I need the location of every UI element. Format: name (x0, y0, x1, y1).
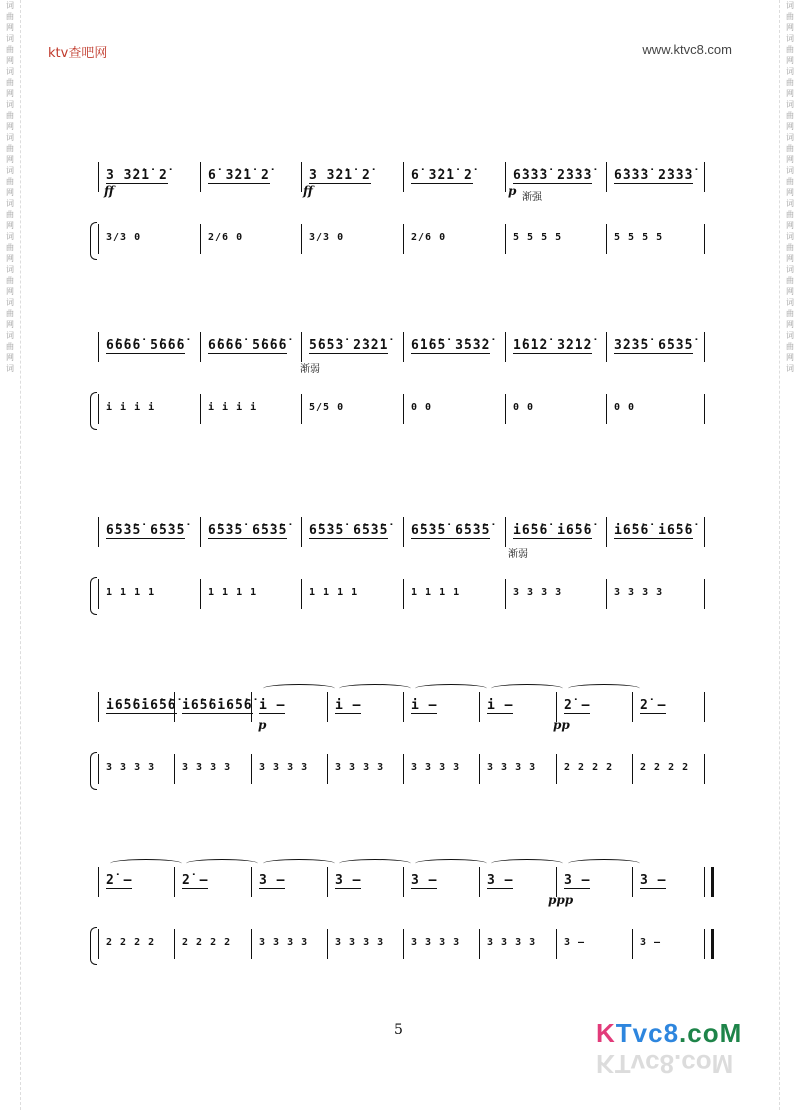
barline (479, 692, 480, 722)
barline (98, 929, 99, 959)
barline (505, 579, 506, 609)
edge-watermark-glyph: 曲 (786, 111, 794, 120)
barline (606, 162, 607, 192)
upper-measure-notes: 6̇5̇3̇5̇ 6̇5̇3̇5̇ (106, 523, 186, 538)
barline (632, 692, 633, 722)
tie-arc (339, 684, 411, 693)
barline (327, 867, 328, 897)
upper-measure-notes: 6̇5̇3̇5̇ 6̇5̇3̇5̇ (411, 523, 491, 538)
edge-watermark-glyph: 网 (6, 221, 14, 230)
upper-measure-notes: i – (411, 698, 438, 713)
edge-watermark-glyph: 词 (786, 100, 794, 109)
lower-measure-notes: 3/3 0 (309, 232, 345, 243)
edge-watermark-glyph: 网 (786, 320, 794, 329)
edge-watermark-glyph: 网 (786, 155, 794, 164)
site-logo (596, 1018, 742, 1049)
edge-watermark-glyph: 曲 (6, 276, 14, 285)
upper-measure-notes: 3 – (640, 873, 667, 888)
barline (200, 579, 201, 609)
barline (505, 394, 506, 424)
lower-measure-notes: 3 3 3 3 (411, 937, 461, 948)
edge-watermark-glyph: 词 (786, 34, 794, 43)
barline (98, 754, 99, 784)
lower-measure-notes: 3 3 3 3 (614, 587, 664, 598)
upper-measure-notes: 3 – (487, 873, 514, 888)
lower-measure-notes: i i i i (106, 402, 156, 413)
upper-measure-notes: 6̇1̇6̇5̇ 3̇5̇3̇2̇ (411, 338, 491, 353)
lower-staff-brace (90, 577, 97, 615)
edge-watermark-glyph: 词 (786, 331, 794, 340)
barline (704, 692, 705, 722)
lower-measure-notes: 2/6 0 (411, 232, 447, 243)
edge-watermark-glyph: 词 (6, 265, 14, 274)
final-barline (704, 867, 714, 897)
lower-measure-notes: 1 1 1 1 (208, 587, 258, 598)
edge-watermark-glyph: 词 (786, 133, 794, 142)
upper-measure-notes: i – (335, 698, 362, 713)
edge-watermark-glyph: 曲 (786, 45, 794, 54)
barline (505, 517, 506, 547)
lower-measure-notes: 3 3 3 3 (411, 762, 461, 773)
edge-watermark-glyph: 网 (6, 155, 14, 164)
barline (200, 394, 201, 424)
edge-watermark-glyph: 词 (6, 166, 14, 175)
upper-measure-notes: 6̇6̇6̇6̇ 5̇6̇6̇6̇ (106, 338, 186, 353)
barline (403, 929, 404, 959)
tie-arc (415, 684, 487, 693)
upper-measure-notes: 2̇ – (564, 698, 591, 713)
edge-watermark-glyph: 词 (786, 199, 794, 208)
edge-watermark-glyph: 网 (6, 287, 14, 296)
barline (505, 332, 506, 362)
logo-part-com: .coM (679, 1018, 743, 1048)
edge-watermark-glyph: 曲 (786, 342, 794, 351)
barline (632, 867, 633, 897)
dynamic-marking: pp (553, 718, 570, 732)
edge-watermark-glyph: 曲 (786, 12, 794, 21)
barline (301, 394, 302, 424)
barline (251, 692, 252, 722)
barline (251, 754, 252, 784)
lower-measure-notes: 5/5 0 (309, 402, 345, 413)
barline (174, 692, 175, 722)
barline (251, 929, 252, 959)
barline (98, 517, 99, 547)
upper-measure-notes: 3 3̇2̇1̇ 2̇ (106, 168, 168, 183)
barline (174, 929, 175, 959)
upper-measure-notes: 3 3̇2̇1̇ 2̇ (309, 168, 371, 183)
edge-watermark-glyph: 曲 (6, 309, 14, 318)
tie-arc (491, 859, 563, 868)
lower-measure-notes: 2 2 2 2 (564, 762, 614, 773)
lower-measure-notes: 3 3 3 3 (182, 762, 232, 773)
dynamic-marking: ff (104, 184, 114, 198)
expression-text: 渐弱 (300, 364, 320, 375)
edge-watermark-glyph: 网 (786, 89, 794, 98)
lower-staff-brace (90, 752, 97, 790)
barline (505, 224, 506, 254)
barline (200, 224, 201, 254)
lower-measure-notes: 5 5 5 5 (513, 232, 563, 243)
barline (403, 394, 404, 424)
barline (403, 224, 404, 254)
tie-arc (568, 684, 640, 693)
tie-arc (263, 859, 335, 868)
lower-measure-notes: 2 2 2 2 (106, 937, 156, 948)
edge-watermark-glyph: 曲 (786, 210, 794, 219)
barline (301, 517, 302, 547)
lower-measure-notes: 3 3 3 3 (487, 937, 537, 948)
lower-measure-notes: 3/3 0 (106, 232, 142, 243)
edge-watermark-glyph: 词 (6, 34, 14, 43)
barline (403, 754, 404, 784)
lower-measure-notes: 3 3 3 3 (106, 762, 156, 773)
dynamic-marking: p (258, 718, 267, 732)
upper-staff-row (98, 690, 708, 726)
edge-watermark-glyph: 词 (6, 364, 14, 373)
upper-measure-notes: i6̇5̇6̇ i6̇5̇6̇ (513, 523, 593, 538)
lower-measure-notes: 3 3 3 3 (259, 937, 309, 948)
edge-watermark-glyph: 网 (6, 23, 14, 32)
barline (704, 162, 705, 192)
edge-watermark-glyph: 曲 (6, 342, 14, 351)
lower-staff-brace (90, 927, 97, 965)
lower-measure-notes: 2 2 2 2 (182, 937, 232, 948)
barline (704, 332, 705, 362)
barline (606, 517, 607, 547)
lower-measure-notes: 3 3 3 3 (487, 762, 537, 773)
edge-watermark-glyph: 词 (786, 265, 794, 274)
edge-watermark-glyph: 词 (6, 133, 14, 142)
edge-watermark-glyph: 曲 (6, 111, 14, 120)
upper-measure-notes: 6̇3̇3̇3̇ 2̇3̇3̇3̇ (513, 168, 593, 183)
upper-measure-notes: 6̇3̇3̇3̇ 2̇3̇3̇3̇ (614, 168, 694, 183)
upper-measure-notes: 3 – (411, 873, 438, 888)
site-name: ktv查吧网 (48, 46, 108, 61)
lower-measure-notes: 1 1 1 1 (309, 587, 359, 598)
tie-arc (491, 684, 563, 693)
upper-measure-notes: 3 – (564, 873, 591, 888)
lower-measure-notes: 2 2 2 2 (640, 762, 690, 773)
barline (403, 517, 404, 547)
barline (403, 692, 404, 722)
edge-watermark-glyph: 网 (786, 254, 794, 263)
edge-watermark-glyph: 网 (786, 221, 794, 230)
site-url: www.ktvc8.com (642, 42, 732, 57)
barline (200, 162, 201, 192)
upper-measure-notes: 5̇6̇5̇3̇ 2̇3̇2̇1̇ (309, 338, 389, 353)
barline (327, 929, 328, 959)
upper-measure-notes: 3̇2̇3̇5̇ 6̇5̇3̇5̇ (614, 338, 694, 353)
edge-watermark-glyph: 曲 (6, 210, 14, 219)
edge-watermark-glyph: 曲 (6, 243, 14, 252)
edge-watermark-glyph: 曲 (786, 276, 794, 285)
lower-measure-notes: 5 5 5 5 (614, 232, 664, 243)
tie-arc (110, 859, 182, 868)
barline (174, 867, 175, 897)
edge-watermark-glyph: 网 (6, 56, 14, 65)
logo-part-k: K (596, 1018, 616, 1048)
expression-text: 渐强 (522, 192, 542, 203)
edge-watermark-glyph: 曲 (786, 144, 794, 153)
lower-measure-notes: 2/6 0 (208, 232, 244, 243)
lower-measure-notes: i i i i (208, 402, 258, 413)
edge-watermark-glyph: 曲 (6, 12, 14, 21)
tie-arc (186, 859, 258, 868)
edge-watermark-glyph: 词 (786, 298, 794, 307)
barline (704, 579, 705, 609)
tie-arc (339, 859, 411, 868)
edge-watermark-glyph: 曲 (6, 78, 14, 87)
upper-measure-notes: i6̇5̇6̇i6̇5̇6̇ (106, 698, 177, 713)
edge-watermark-glyph: 词 (786, 67, 794, 76)
barline (301, 579, 302, 609)
edge-watermark-glyph: 词 (6, 67, 14, 76)
lower-staff-row (98, 752, 708, 788)
dynamic-marking: p (508, 184, 517, 198)
barline (606, 224, 607, 254)
edge-watermark-glyph: 词 (6, 298, 14, 307)
barline (98, 692, 99, 722)
upper-staff-row (98, 330, 708, 366)
lower-measure-notes: 0 0 (614, 402, 636, 413)
left-watermark-column (0, 0, 20, 374)
edge-watermark-glyph: 曲 (786, 177, 794, 186)
dynamic-marking: ppp (548, 893, 574, 907)
barline (98, 867, 99, 897)
upper-measure-notes: 1̇6̇1̇2̇ 3̇2̇1̇2̇ (513, 338, 593, 353)
edge-watermark-glyph: 网 (786, 56, 794, 65)
edge-watermark-glyph: 网 (6, 188, 14, 197)
barline (556, 929, 557, 959)
upper-measure-notes: 6̇ 3̇2̇1̇ 2̇ (411, 168, 473, 183)
lower-staff-row (98, 577, 708, 613)
edge-watermark-glyph: 词 (786, 232, 794, 241)
edge-watermark-glyph: 词 (6, 232, 14, 241)
upper-measure-notes: i – (487, 698, 514, 713)
barline (327, 754, 328, 784)
lower-staff-row (98, 927, 708, 963)
edge-watermark-glyph: 曲 (6, 177, 14, 186)
lower-measure-notes: 1 1 1 1 (411, 587, 461, 598)
page-number: 5 (394, 1022, 403, 1038)
barline (98, 332, 99, 362)
upper-measure-notes: 6̇ 3̇2̇1̇ 2̇ (208, 168, 270, 183)
barline (403, 867, 404, 897)
lower-measure-notes: 3 – (640, 937, 662, 948)
logo-part-tvc8: Tvc8 (615, 1018, 680, 1048)
barline (98, 162, 99, 192)
tie-arc (263, 684, 335, 693)
barline (632, 929, 633, 959)
barline (403, 579, 404, 609)
barline (403, 332, 404, 362)
barline (505, 162, 506, 192)
barline (98, 394, 99, 424)
upper-measure-notes: 6̇5̇3̇5̇ 6̇5̇3̇5̇ (208, 523, 288, 538)
barline (301, 224, 302, 254)
edge-watermark-glyph: 词 (6, 1, 14, 10)
final-barline (704, 929, 714, 959)
barline (403, 162, 404, 192)
edge-watermark-glyph: 曲 (786, 309, 794, 318)
edge-watermark-glyph: 词 (786, 364, 794, 373)
barline (174, 754, 175, 784)
upper-staff-row (98, 515, 708, 551)
expression-text: 渐弱 (508, 549, 528, 560)
edge-watermark-glyph: 词 (6, 199, 14, 208)
edge-watermark-glyph: 网 (6, 320, 14, 329)
lower-measure-notes: 3 3 3 3 (513, 587, 563, 598)
edge-watermark-glyph: 曲 (786, 78, 794, 87)
barline (632, 754, 633, 784)
upper-measure-notes: i – (259, 698, 286, 713)
upper-measure-notes: 2̇ – (106, 873, 133, 888)
lower-measure-notes: 3 3 3 3 (259, 762, 309, 773)
logo-reflection: KTvc8.coM (596, 1049, 734, 1079)
upper-staff-row (98, 160, 708, 196)
upper-measure-notes: 6̇6̇6̇6̇ 5̇6̇6̇6̇ (208, 338, 288, 353)
lower-staff-brace (90, 392, 97, 430)
edge-watermark-glyph: 曲 (6, 144, 14, 153)
edge-watermark-glyph: 曲 (786, 243, 794, 252)
barline (704, 517, 705, 547)
upper-measure-notes: 2̇ – (182, 873, 209, 888)
edge-watermark-glyph: 词 (786, 166, 794, 175)
barline (606, 579, 607, 609)
dynamic-marking: ff (303, 184, 313, 198)
lower-measure-notes: 3 – (564, 937, 586, 948)
right-watermark-column (780, 0, 800, 374)
edge-watermark-glyph: 网 (6, 254, 14, 263)
lower-measure-notes: 1 1 1 1 (106, 587, 156, 598)
edge-watermark-glyph: 词 (786, 1, 794, 10)
barline (556, 754, 557, 784)
barline (98, 579, 99, 609)
upper-measure-notes: 3 – (335, 873, 362, 888)
lower-staff-brace (90, 222, 97, 260)
lower-staff-row (98, 392, 708, 428)
barline (704, 394, 705, 424)
upper-measure-notes: 2̇ – (640, 698, 667, 713)
barline (704, 224, 705, 254)
barline (479, 929, 480, 959)
edge-watermark-glyph: 网 (786, 23, 794, 32)
upper-measure-notes: i6̇5̇6̇ i6̇5̇6̇ (614, 523, 694, 538)
edge-watermark-glyph: 网 (786, 188, 794, 197)
lower-measure-notes: 0 0 (411, 402, 433, 413)
barline (704, 754, 705, 784)
lower-measure-notes: 3 3 3 3 (335, 937, 385, 948)
edge-watermark-glyph: 词 (6, 100, 14, 109)
edge-watermark-glyph: 曲 (6, 45, 14, 54)
lower-measure-notes: 3 3 3 3 (335, 762, 385, 773)
barline (606, 332, 607, 362)
edge-watermark-glyph: 词 (6, 331, 14, 340)
edge-watermark-glyph: 网 (786, 287, 794, 296)
barline (606, 394, 607, 424)
barline (301, 162, 302, 192)
barline (301, 332, 302, 362)
edge-watermark-glyph: 网 (6, 122, 14, 131)
upper-measure-notes: 6̇5̇3̇5̇ 6̇5̇3̇5̇ (309, 523, 389, 538)
tie-arc (568, 859, 640, 868)
barline (327, 692, 328, 722)
barline (200, 517, 201, 547)
lower-staff-row (98, 222, 708, 258)
barline (251, 867, 252, 897)
barline (479, 754, 480, 784)
barline (479, 867, 480, 897)
edge-watermark-glyph: 网 (786, 122, 794, 131)
edge-watermark-glyph: 网 (786, 353, 794, 362)
upper-staff-row (98, 865, 708, 901)
upper-measure-notes: 3 – (259, 873, 286, 888)
upper-measure-notes: i6̇5̇6̇i6̇5̇6̇ (182, 698, 253, 713)
edge-watermark-glyph: 网 (6, 353, 14, 362)
tie-arc (415, 859, 487, 868)
edge-watermark-glyph: 网 (6, 89, 14, 98)
barline (98, 224, 99, 254)
lower-measure-notes: 0 0 (513, 402, 535, 413)
barline (200, 332, 201, 362)
